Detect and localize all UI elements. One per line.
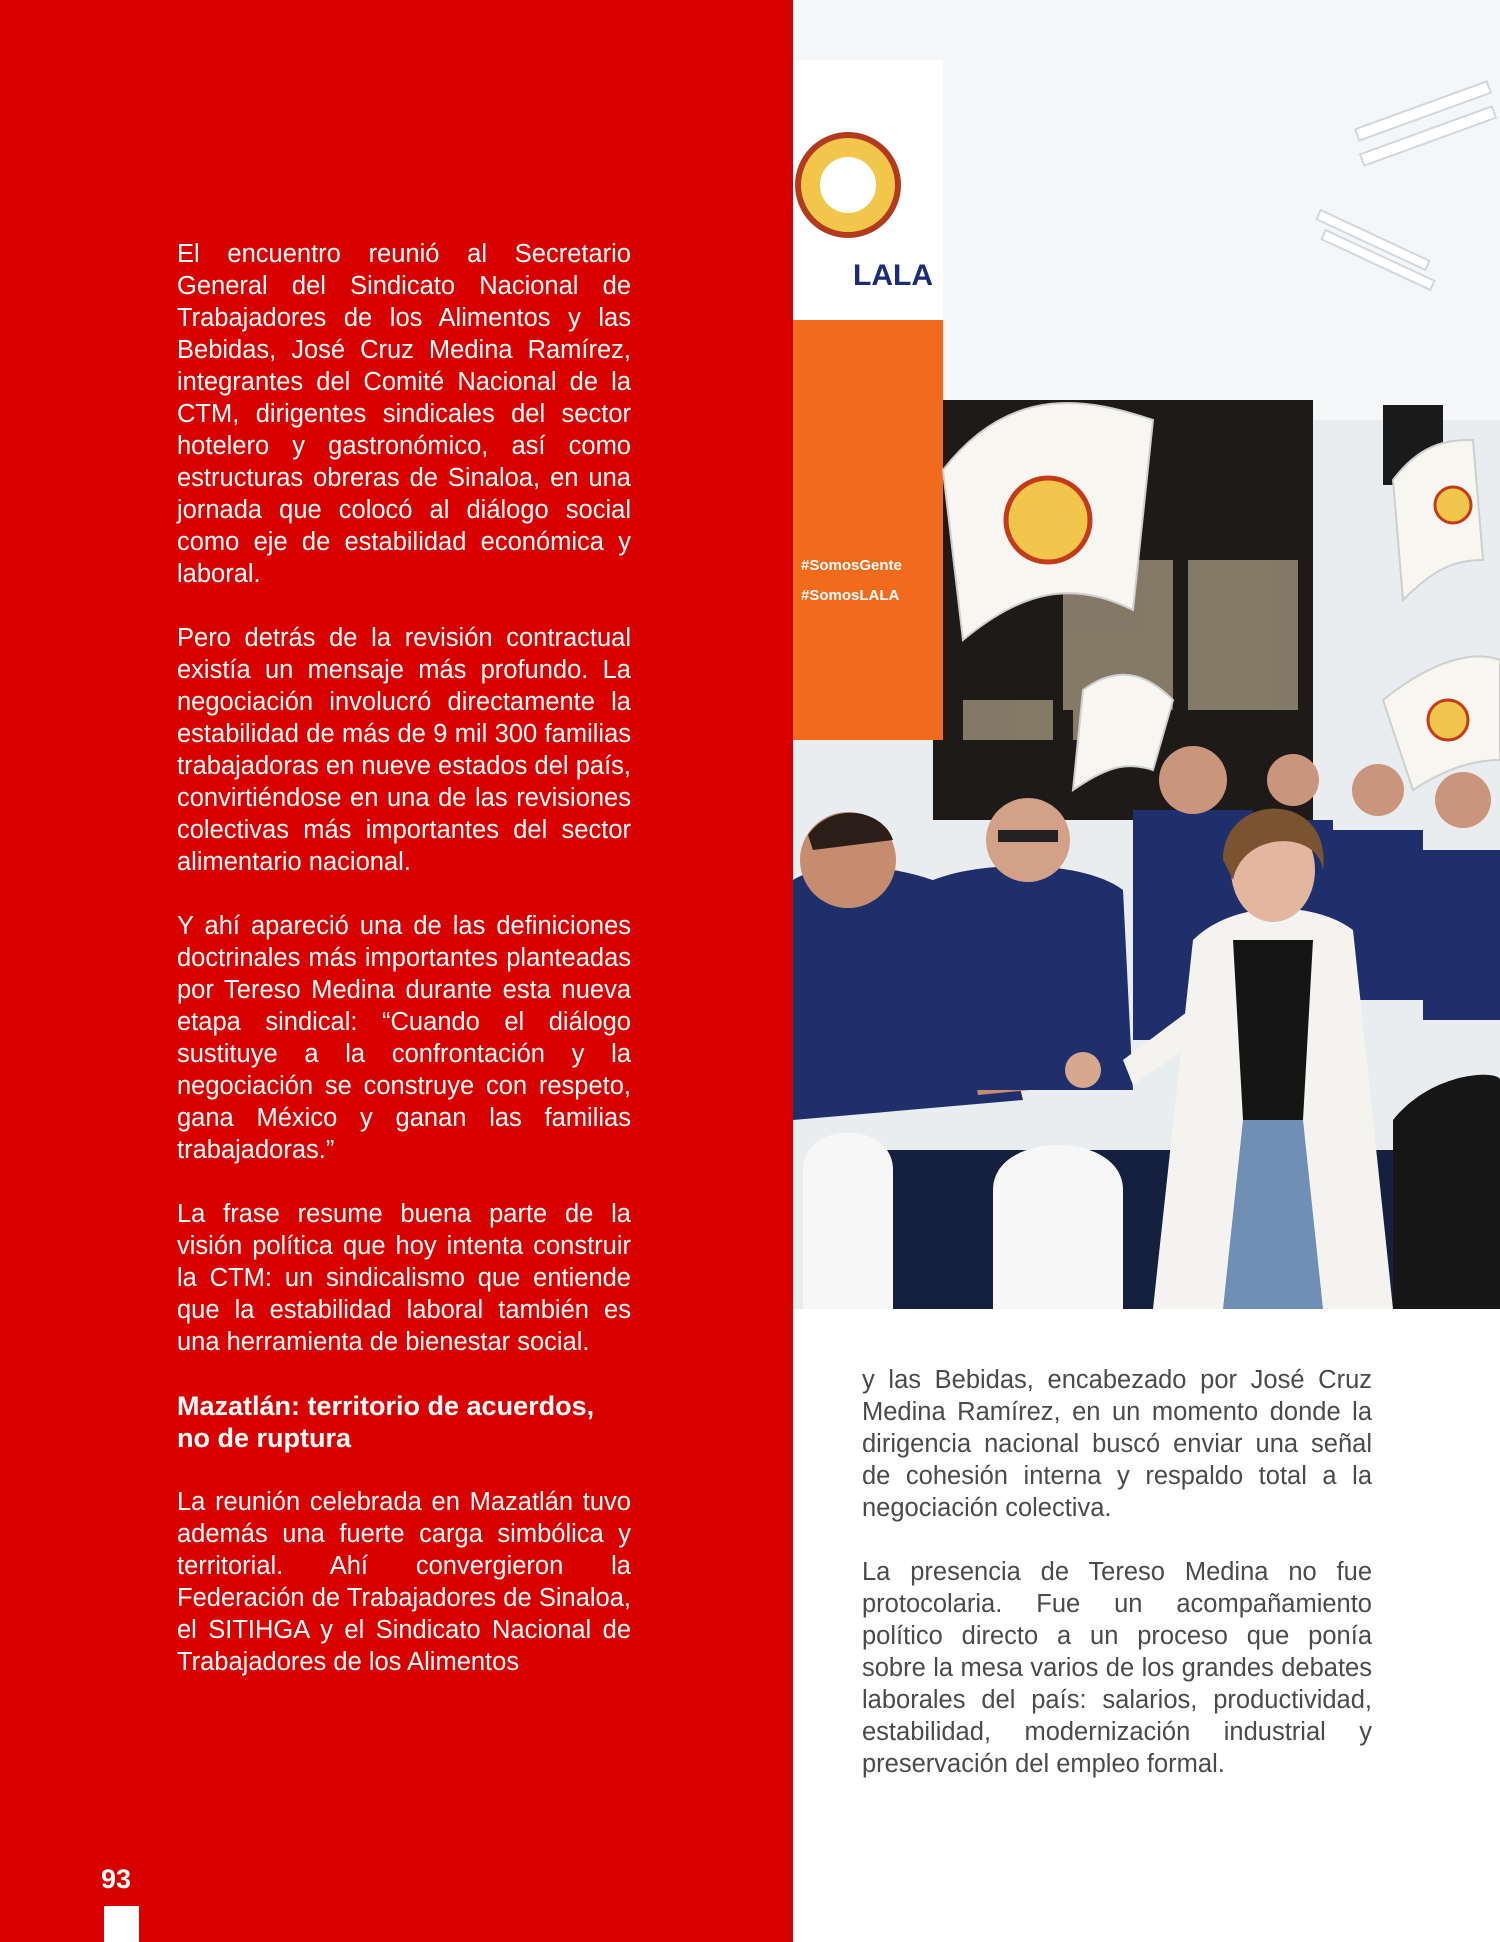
- right-text-column: [862, 1364, 1372, 1812]
- page-tab-marker: [104, 1906, 139, 1942]
- left-paragraph-5: La reunión celebrada en Mazatlán tuvo además una fuerte carga simbólica y territorial. Ahí convergieron la Federación de Trabajadores de Sinaloa, el SITIHGA y el Sindicato Nacional de Trabajadores de los Alimentos: [177, 1488, 631, 1676]
- left-text-column: [177, 238, 631, 1678]
- event-photo-illustration: [793, 0, 1500, 1309]
- banner-logo: LALA: [853, 259, 933, 292]
- left-paragraph-3: Y ahí apareció una de las definiciones doctrinales más importantes planteadas por Tereso Medina durante esta nueva etapa sindical: “Cuando el diálogo sustituye a la confrontación y la negociación se construye con respeto, gana México y ganan las familias trabajadoras.”: [177, 912, 631, 1164]
- banner-line-1: #SomosGente: [801, 557, 902, 574]
- left-paragraph-2: Pero detrás de la revisión contractual existía un mensaje más profundo. La negociación involucró directamente la estabilidad de más de 9 mil 300 familias trabajadoras en nueve estados del país, convirtiéndose en una de las revisiones colectivas más importantes del sector alimentario nacional.: [177, 624, 631, 876]
- left-paragraph-4: La frase resume buena parte de la visión política que hoy intenta construir la CTM: un sindicalismo que entiende que la estabilidad laboral también es una herramienta de bienestar social.: [177, 1200, 631, 1356]
- banner-line-2: #SomosLALA: [801, 587, 900, 604]
- section-subheading: Mazatlán: territorio de acuerdos, no de ruptura: [177, 1391, 595, 1453]
- page-number: 93: [101, 1864, 132, 1894]
- right-paragraph-2: La presencia de Tereso Medina no fue protocolaria. Fue un acompañamiento político directo a un proceso que ponía sobre la mesa varios de los grandes debates laborales del país: salarios, productividad, estabilidad, modernización industrial y preservación del empleo formal.: [862, 1558, 1372, 1778]
- left-paragraph-1: El encuentro reunió al Secretario General del Sindicato Nacional de Trabajadores de los Alimentos y las Bebidas, José Cruz Medina Ramírez, integrantes del Comité Nacional de la CTM, dirigentes sindicales del sector hotelero y gastronómico, así como estructuras obreras de Sinaloa, en una jornada que colocó al diálogo social como eje de estabilidad económica y laboral.: [177, 240, 631, 588]
- event-photo: [793, 0, 1500, 1309]
- right-paragraph-1: y las Bebidas, encabezado por José Cruz Medina Ramírez, en un momento donde la dirigencia nacional buscó enviar una señal de cohesión interna y respaldo total a la negociación colectiva.: [862, 1366, 1372, 1522]
